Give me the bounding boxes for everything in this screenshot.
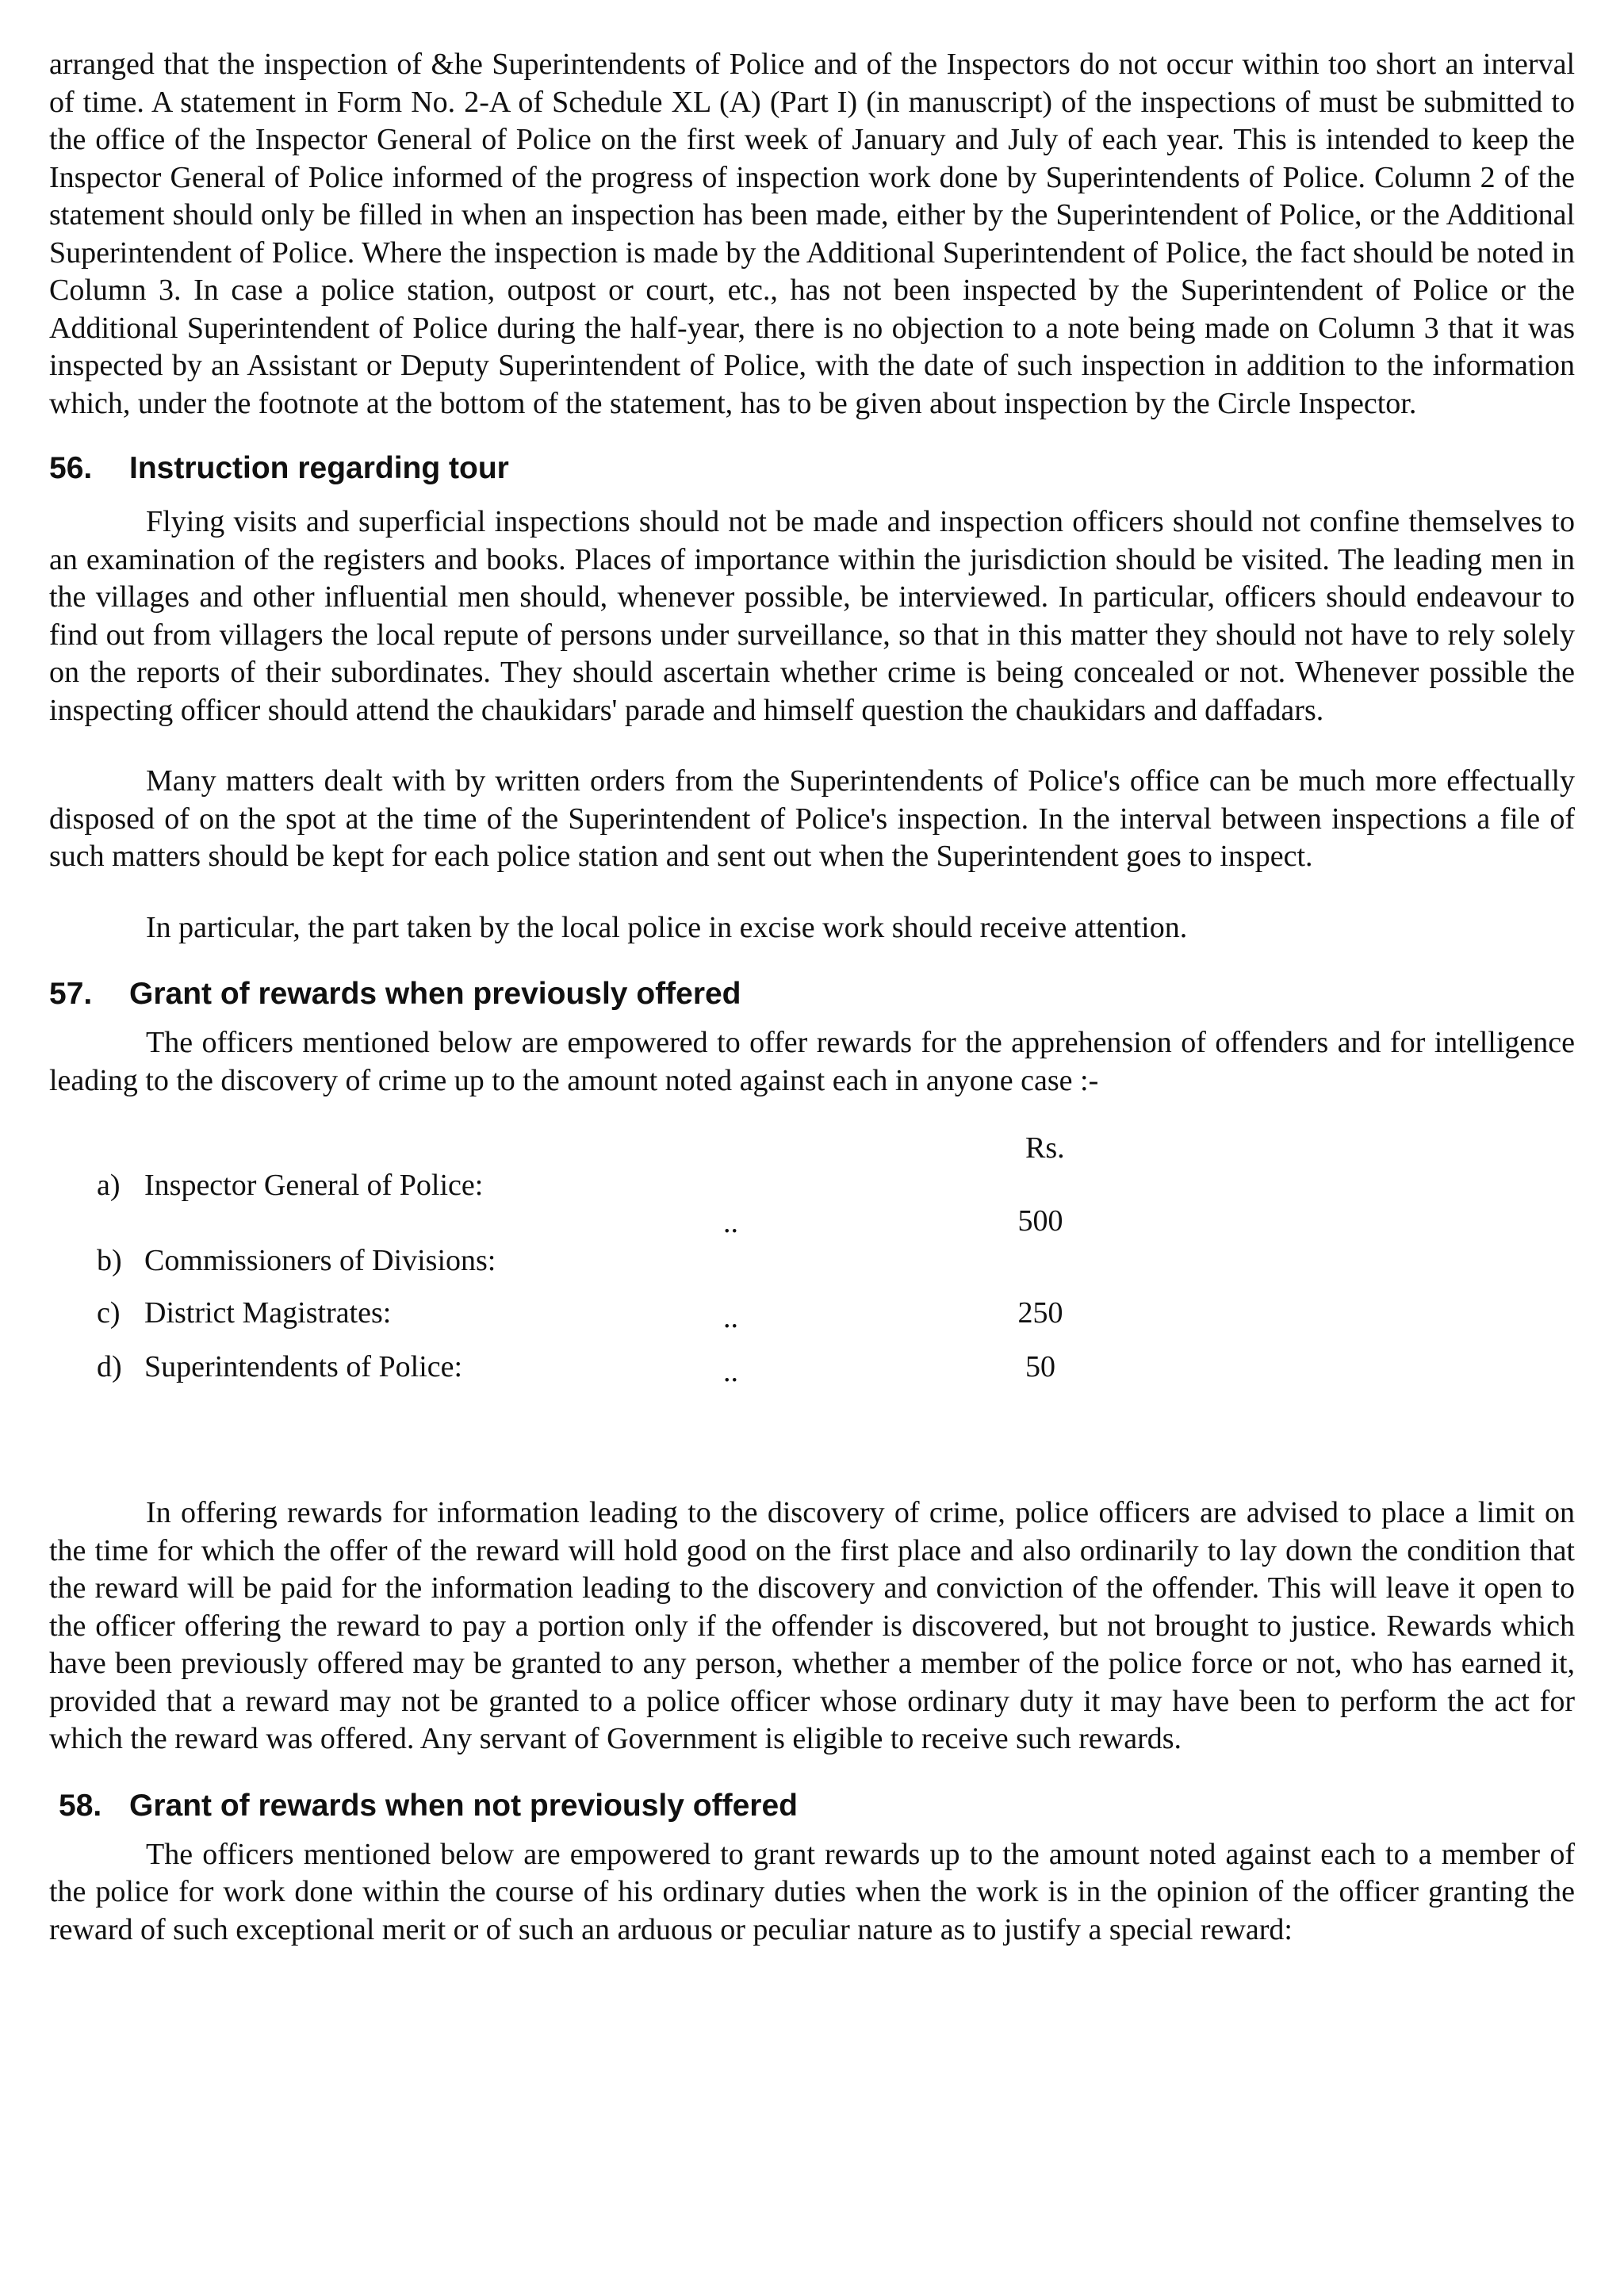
- section-56-paragraph-1: Flying visits and superficial inspections should not be made and inspection officers should not confine themselves to an examination of the registers and books. Places of importance within the jurisdiction should be visited. The leading men in the villages and other influential men should, whenever possible, be interviewed. In particular, officers should endeavour to find out from villagers the local repute of persons under surveillance, so that in this matter they should not have to rely solely on the reports of their subordinates. They should ascertain whether crime is being concealed or not. Whenever possible the inspecting officer should attend the chaukidars' parade and himself question the chaukidars and daffadars.: [49, 505, 1575, 727]
- section-58-number: 58.: [59, 1788, 102, 1823]
- reward-officer-row: [97, 1242, 496, 1280]
- row-label: Commissioners of Divisions:: [144, 1244, 496, 1277]
- leader-dots: ..: [723, 1301, 738, 1334]
- section-56-paragraph-3: In particular, the part taken by the local police in excise work should receive attention.: [146, 910, 1188, 944]
- section-56-title: Instruction regarding tour: [129, 451, 509, 485]
- section-57-closing: In offering rewards for information leading to the discovery of crime, police officers are advised to place a limit on the time for which the offer of the reward will hold good on the first place and also ordinarily to lay down the condition that the reward will be paid for the information leading to the discovery and conviction of the offender. This will leave it open to the officer offering the reward to pay a portion only if the offender is discovered, but not brought to justice. Rewards which have been previously offered may be granted to any person, whether a member of the police force or not, who has earned it, provided that a reward may not be granted to a police officer whose ordinary duty it may have been to perform the act for which the reward was offered. Any servant of Government is eligible to receive such rewards.: [49, 1496, 1575, 1755]
- reward-officer-row: [97, 1167, 483, 1205]
- section-57-title: Grant of rewards when previously offered: [129, 977, 741, 1011]
- row-letter: b): [97, 1244, 122, 1277]
- section-58-intro: The officers mentioned below are empowered to grant rewards up to the amount noted against each to a member of the police for work done within the course of his ordinary duties when the work is in the opinion of the officer granting the reward of such exceptional merit or of such an arduous or peculiar nature as to justify a special reward:: [49, 1837, 1575, 1946]
- row-letter: d): [97, 1350, 122, 1383]
- row-letter: c): [97, 1296, 121, 1330]
- rewards-table: [49, 1108, 1575, 1425]
- row-label: Superintendents of Police:: [144, 1350, 463, 1383]
- reward-amount: 500: [1017, 1204, 1063, 1238]
- reward-officer-row: [97, 1349, 462, 1387]
- section-56-number: 56.: [49, 451, 93, 485]
- row-label: District Magistrates:: [144, 1296, 392, 1330]
- reward-officer-row: [97, 1295, 391, 1333]
- section-57-intro: The officers mentioned below are empowered to offer rewards for the apprehension of offenders and for intelligence leading to the discovery of crime up to the amount noted against each in anyone case :-: [49, 1026, 1575, 1097]
- reward-amount: 50: [1025, 1350, 1055, 1383]
- section-58-heading: [49, 1787, 1575, 1825]
- section-57-number: 57.: [49, 977, 93, 1011]
- leader-dots: ..: [723, 1355, 738, 1388]
- intro-paragraph: arranged that the inspection of &he Superintendents of Police and of the Inspectors do not occur within too short an interval of time. A statement in Form No. 2-A of Schedule XL (A) (Part I) (in manuscript) of the inspections of must be submitted to the office of the Inspector General of Police on the first week of January and July of each year. This is intended to keep the Inspector General of Police informed of the progress of inspection work done by Superintendents of Police. Column 2 of the statement should only be filled in when an inspection has been made, either by the Superintendent of Police, or the Additional Superintendent of Police. Where the inspection is made by the Additional Superintendent of Police, the fact should be noted in Column 3. In case a police station, outpost or court, etc., has not been inspected by the Superintendent of Police or the Additional Superintendent of Police during the half-year, there is no objection to a note being made on Column 3 that it was inspected by an Assistant or Deputy Superintendent of Police, with the date of such inspection in addition to the information which, under the footnote at the bottom of the statement, has to be given about inspection by the Circle Inspector.: [49, 48, 1575, 420]
- currency-header: Rs.: [1025, 1131, 1065, 1165]
- section-57-heading: [49, 975, 1575, 1013]
- row-label: Inspector General of Police:: [144, 1169, 484, 1202]
- section-58-title: Grant of rewards when not previously offered: [129, 1788, 798, 1823]
- row-letter: a): [97, 1169, 121, 1202]
- section-56-paragraph-2: Many matters dealt with by written orders from the Superintendents of Police's office can be much more effectually disposed of on the spot at the time of the Superintendent of Police's inspection. In the interval between inspections a file of such matters should be kept for each police station and sent out when the Superintendent goes to inspect.: [49, 764, 1575, 873]
- leader-dots: ..: [723, 1206, 738, 1239]
- document-page: [49, 46, 1575, 1949]
- reward-amount: 250: [1017, 1296, 1063, 1330]
- section-56-heading: [49, 450, 1575, 488]
